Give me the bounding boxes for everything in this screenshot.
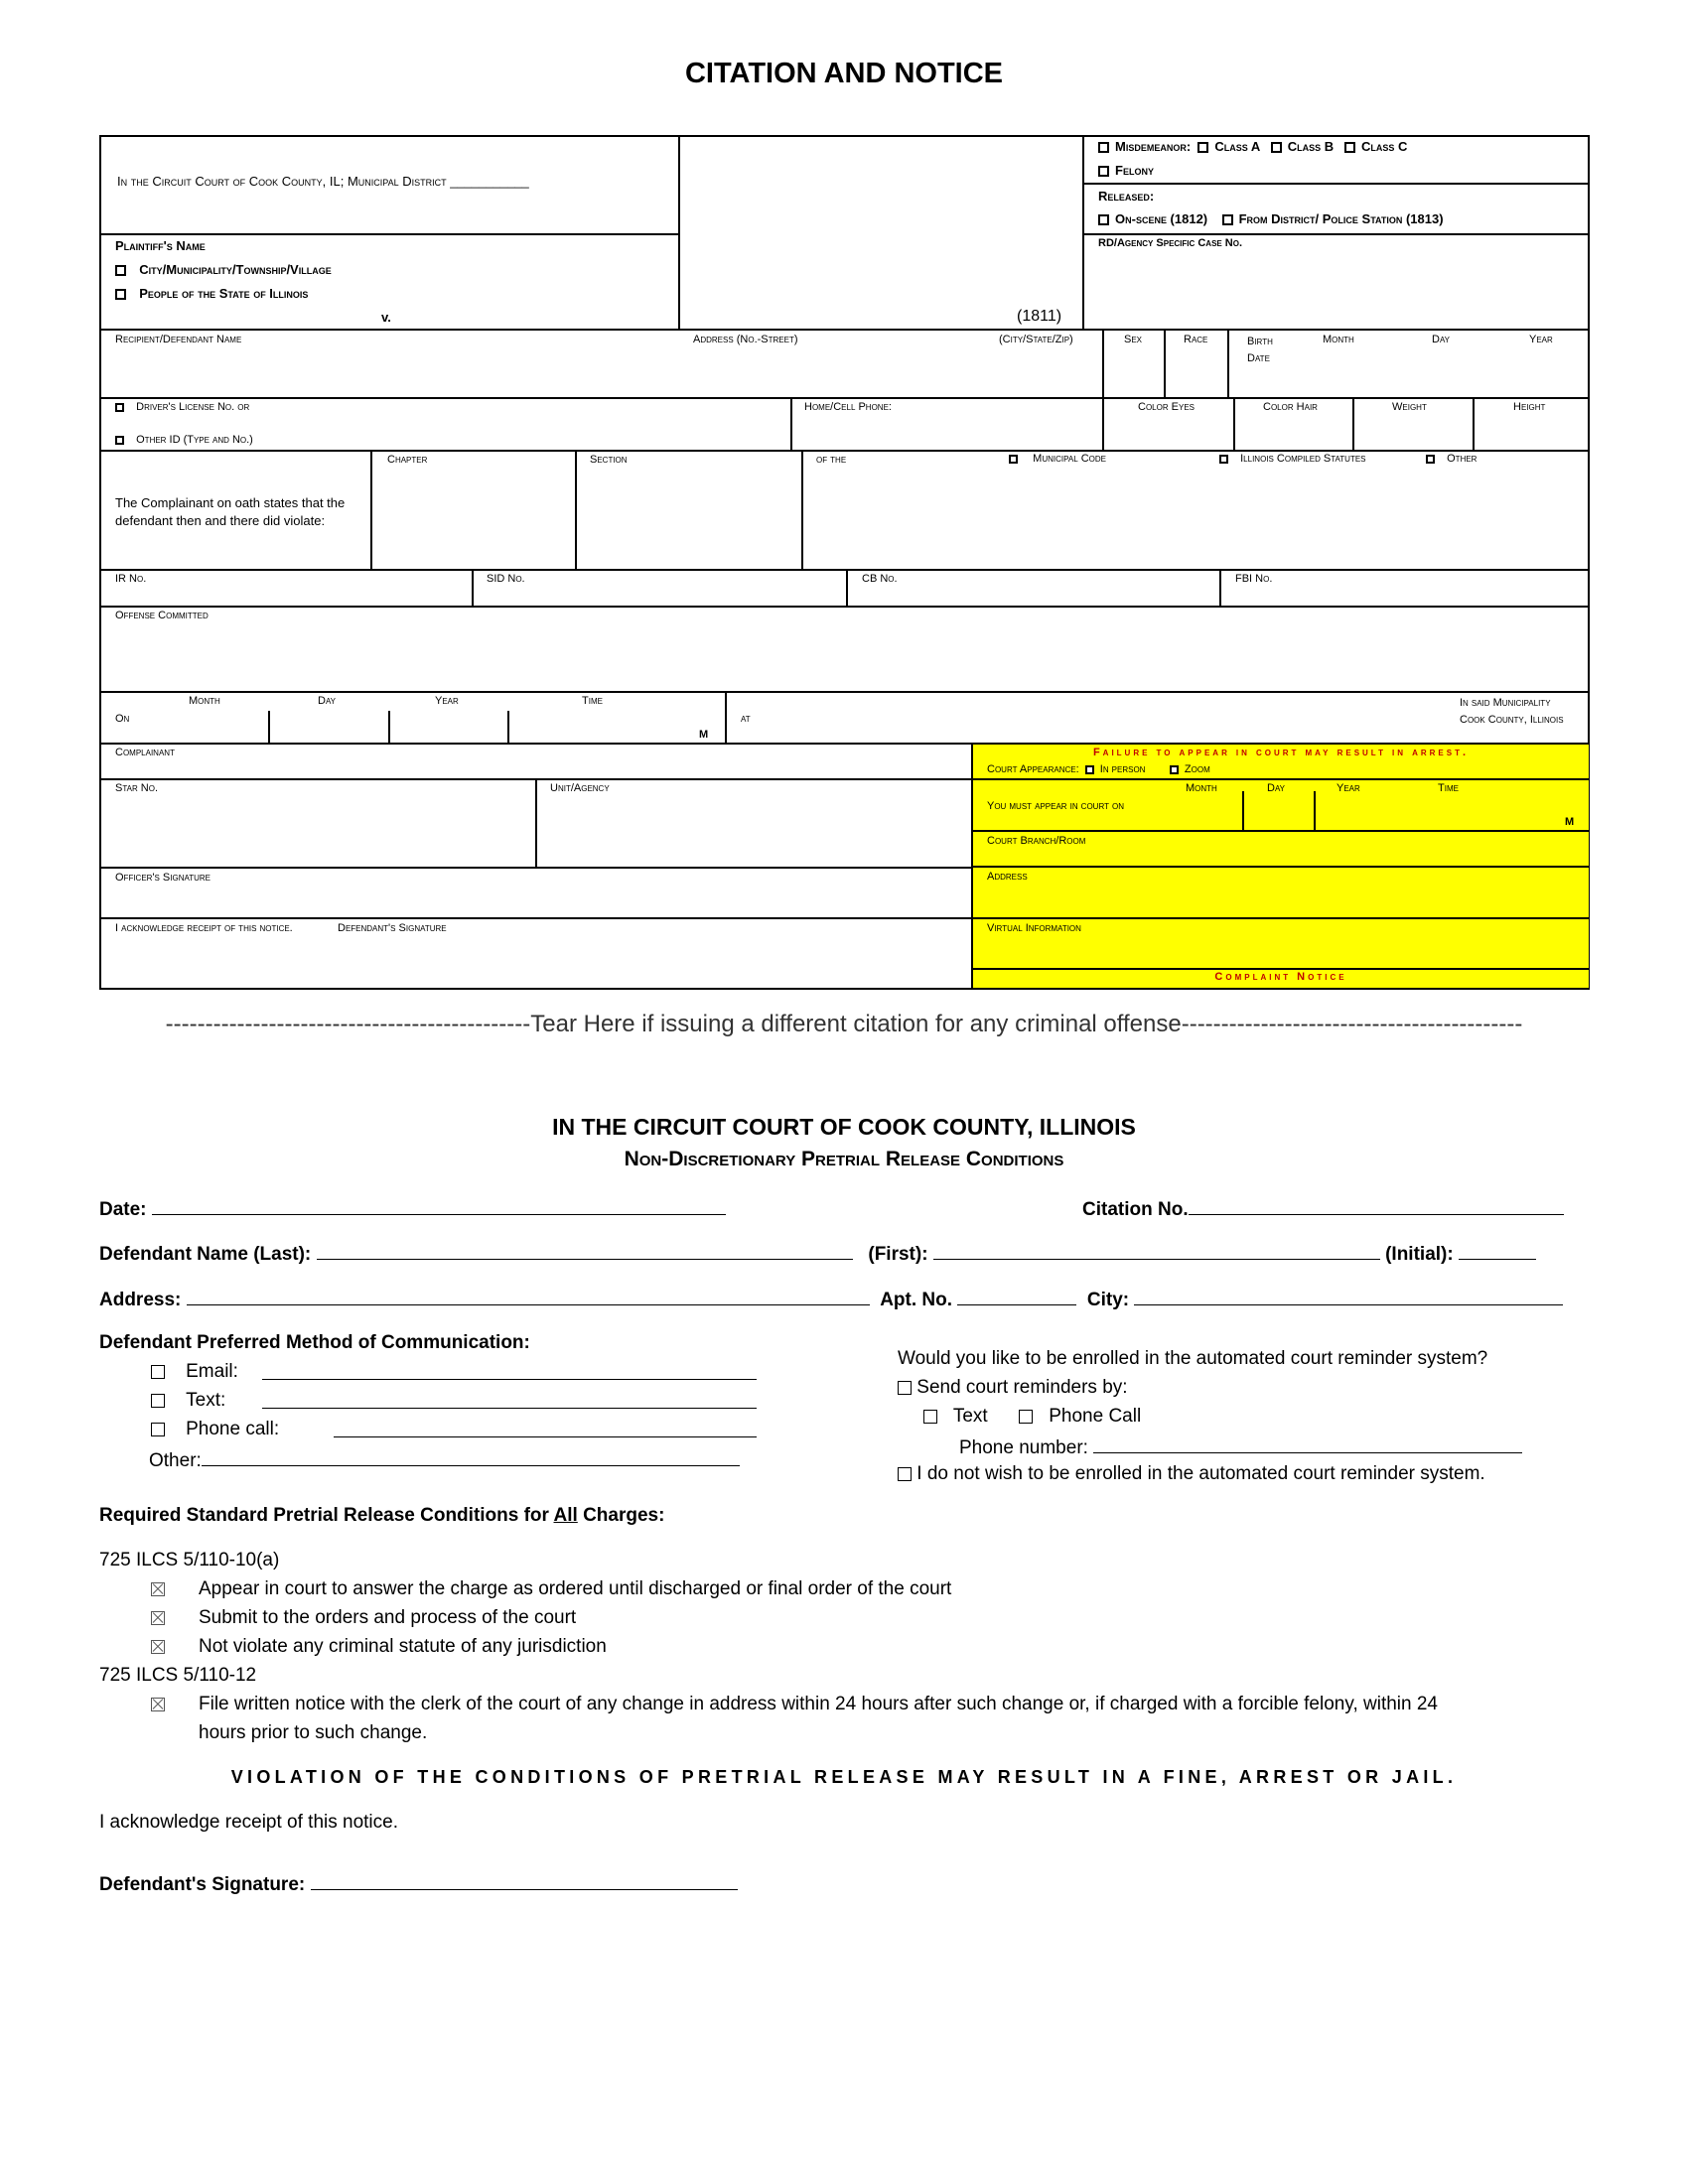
misdemeanor-label: Misdemeanor: <box>1115 139 1192 154</box>
condition-not-violate-text: Not violate any criminal statute of any jurisdiction <box>199 1636 607 1657</box>
unit-agency-label: Unit/Agency <box>550 782 610 794</box>
weight-label: Weight <box>1392 401 1427 413</box>
court-appearance-row <box>987 763 1210 775</box>
address-row <box>99 1287 1563 1311</box>
sid-no-label: SID No. <box>487 573 525 585</box>
defendant-name-row <box>99 1241 1536 1266</box>
no-enroll-label: I do not wish to be enrolled in the automated court reminder system. <box>916 1463 1485 1484</box>
initial-label: (Initial): <box>1385 1244 1454 1265</box>
condition-appear <box>151 1578 952 1600</box>
birth-day-label: Day <box>1432 334 1451 345</box>
color-eyes-label: Color Eyes <box>1138 401 1196 413</box>
cb-no-label: CB No. <box>862 573 898 585</box>
citation-no-input[interactable] <box>1189 1196 1564 1215</box>
last-name-label: Defendant Name (Last): <box>99 1244 312 1265</box>
phone-option <box>151 1419 279 1440</box>
zoom-checkbox[interactable] <box>1170 765 1179 774</box>
on-label: On <box>115 713 130 725</box>
text-option <box>151 1390 225 1412</box>
first-name-input[interactable] <box>933 1241 1380 1260</box>
class-a-checkbox[interactable] <box>1197 142 1208 153</box>
felony-label: Felony <box>1115 163 1154 178</box>
offense-label: Offense Committed <box>115 610 209 621</box>
checked-box-icon <box>151 1640 165 1654</box>
apt-no-input[interactable] <box>957 1287 1076 1305</box>
complainant-label: Complainant <box>115 747 175 758</box>
class-b-label: Class B <box>1287 139 1335 154</box>
citation-no-field <box>1082 1196 1564 1221</box>
phone-label: Phone call: <box>186 1419 280 1439</box>
address-input[interactable] <box>187 1287 870 1305</box>
send-reminders-label: Send court reminders by: <box>916 1377 1128 1398</box>
other-option <box>149 1447 740 1472</box>
ir-no-label: IR No. <box>115 573 147 585</box>
must-appear-label: You must appear in court on <box>987 800 1125 812</box>
felony-checkbox[interactable] <box>1098 166 1109 177</box>
rd-case-label: RD/Agency Specific Case No. <box>1098 237 1243 249</box>
last-name-input[interactable] <box>317 1241 853 1260</box>
appear-year-label: Year <box>1336 782 1360 794</box>
statutes-label: Illinois Compiled Statutes <box>1240 453 1366 465</box>
date-label: Date: <box>99 1199 147 1220</box>
defendant-signature-field <box>99 1871 738 1896</box>
race-label: Race <box>1184 334 1208 345</box>
city-input[interactable] <box>1134 1287 1563 1305</box>
released-label: Released: <box>1098 189 1155 204</box>
class-b-checkbox[interactable] <box>1271 142 1282 153</box>
phone-number-input[interactable] <box>1093 1434 1522 1453</box>
email-label: Email: <box>186 1361 238 1382</box>
checked-box-icon <box>151 1582 165 1596</box>
zoom-label: Zoom <box>1184 763 1210 775</box>
court-address-label: Address <box>987 871 1028 883</box>
send-reminders-option <box>898 1377 1128 1399</box>
appear-month-label: Month <box>1186 782 1217 794</box>
checked-box-icon <box>151 1698 165 1711</box>
tear-line: ----------------------------------------------Tear Here if issuing a different citation for any criminal offense------------------------------------------- <box>165 1011 1523 1037</box>
on-year-label: Year <box>435 695 459 707</box>
license-label: Driver's License No. or <box>136 401 250 413</box>
versus-label: v. <box>381 310 391 325</box>
statutes-option <box>1219 453 1366 465</box>
phone-checkbox[interactable] <box>151 1423 165 1436</box>
release-subtitle: Non-Discretionary Pretrial Release Conditions <box>624 1148 1064 1170</box>
from-district-label: From District/ Police Station (1813) <box>1238 211 1444 226</box>
checked-box-icon <box>151 1611 165 1625</box>
height-label: Height <box>1513 401 1546 413</box>
first-name-label: (First): <box>868 1244 928 1265</box>
statutes-checkbox[interactable] <box>1219 455 1228 464</box>
other-label: Other: <box>149 1450 202 1471</box>
text-input[interactable] <box>262 1390 757 1409</box>
phone-input[interactable] <box>334 1419 757 1437</box>
defendant-signature-label: Defendant's Signature <box>338 922 447 934</box>
municipal-code-checkbox[interactable] <box>1009 455 1018 464</box>
on-time-label: Time <box>582 695 603 707</box>
on-day-label: Day <box>318 695 337 707</box>
on-month-label: Month <box>189 695 220 707</box>
no-enroll-checkbox[interactable] <box>898 1467 912 1481</box>
required-heading <box>99 1505 664 1527</box>
failure-warning: Failure to appear in court may result in arrest. <box>1092 747 1470 758</box>
pref-method-heading: Defendant Preferred Method of Communication: <box>99 1332 530 1353</box>
other-id-row <box>115 434 253 446</box>
misdemeanor-row <box>1098 139 1407 154</box>
officer-signature-label: Officer's Signature <box>115 872 211 884</box>
other-code-option <box>1426 453 1477 465</box>
complaint-notice: Complaint Notice <box>1214 971 1347 983</box>
email-option <box>151 1361 238 1383</box>
required-all: All <box>553 1505 578 1526</box>
reminder-text-checkbox[interactable] <box>923 1410 937 1424</box>
at-label: at <box>741 713 751 725</box>
condition-appear-text: Appear in court to answer the charge as ordered until discharged or final order of the court <box>199 1578 952 1599</box>
acknowledge-citation: I acknowledge receipt of this notice. <box>115 922 293 934</box>
text-checkbox[interactable] <box>151 1394 165 1408</box>
plaintiff-option-people <box>115 286 308 301</box>
sex-label: Sex <box>1124 334 1143 345</box>
plaintiff-option-city <box>115 262 332 277</box>
on-scene-checkbox[interactable] <box>1098 214 1109 225</box>
apt-no-label: Apt. No. <box>880 1290 953 1310</box>
drivers-license-row <box>115 401 249 413</box>
reminder-methods <box>923 1406 1141 1428</box>
condition-submit <box>151 1607 577 1629</box>
people-checkbox[interactable] <box>115 289 126 300</box>
condition-address-change <box>151 1694 1438 1715</box>
other-code-checkbox[interactable] <box>1426 455 1435 464</box>
color-hair-label: Color Hair <box>1263 401 1318 413</box>
text-label: Text: <box>186 1390 226 1411</box>
other-code-label: Other <box>1447 453 1477 465</box>
acknowledge-release: I acknowledge receipt of this notice. <box>99 1812 399 1833</box>
from-district-checkbox[interactable] <box>1222 214 1233 225</box>
plaintiff-label: Plaintiff's Name <box>115 238 206 253</box>
reminder-question: Would you like to be enrolled in the automated court reminder system? <box>898 1348 1488 1369</box>
city-label: City/Municipality/Township/Village <box>139 262 332 277</box>
reminder-phone-label: Phone Call <box>1049 1406 1142 1427</box>
home-phone-label: Home/Cell Phone: <box>804 401 892 413</box>
citation-title: CITATION AND NOTICE <box>684 58 1004 89</box>
violation-warning: VIOLATION OF THE CONDITIONS OF PRETRIAL RELEASE MAY RESULT IN A FINE, ARREST OR JAIL. <box>230 1767 1458 1787</box>
in-person-checkbox[interactable] <box>1085 765 1094 774</box>
citation-no-label: Citation No. <box>1082 1199 1189 1220</box>
virtual-info-label: Virtual Information <box>987 922 1081 934</box>
on-scene-label: On-scene (1812) <box>1115 211 1208 226</box>
birth-date-label: Birth Date <box>1247 336 1273 364</box>
complainant-oath-text: The Complainant on oath states that the defendant then and there did violate: <box>115 495 346 528</box>
no-enroll-option <box>898 1463 1485 1485</box>
statute-110-10: 725 ILCS 5/110-10(a) <box>99 1550 280 1570</box>
required-pre: Required Standard Pretrial Release Conditions for <box>99 1505 554 1526</box>
misdemeanor-checkbox[interactable] <box>1098 142 1109 153</box>
felony-row <box>1098 163 1154 178</box>
condition-address-text-1: File written notice with the clerk of the court of any change in address within 24 hours after such change or, if charged with a forcible felony, within 24 <box>199 1694 1438 1714</box>
people-label: People of the State of Illinois <box>139 286 309 301</box>
release-options <box>1098 211 1444 226</box>
phone-number-label: Phone number: <box>959 1437 1088 1458</box>
appear-time-label: Time <box>1438 782 1459 794</box>
chapter-label: Chapter <box>387 454 428 466</box>
in-person-label: In person <box>1099 763 1146 775</box>
section-label: Section <box>590 454 628 466</box>
court-appearance-label: Court Appearance: <box>987 763 1079 775</box>
other-id-checkbox[interactable] <box>115 436 124 445</box>
other-input[interactable] <box>202 1447 740 1466</box>
condition-not-violate <box>151 1636 607 1658</box>
appear-m-label: M <box>1565 816 1575 828</box>
condition-submit-text: Submit to the orders and process of the court <box>199 1607 577 1628</box>
reminder-text-label: Text <box>952 1406 988 1427</box>
phone-number-field <box>959 1434 1522 1459</box>
of-the-label: of the <box>816 454 847 466</box>
address-label: Address: <box>99 1290 182 1310</box>
release-court-title: IN THE CIRCUIT COURT OF COOK COUNTY, ILLINOIS <box>552 1114 1136 1140</box>
license-checkbox[interactable] <box>115 403 124 412</box>
email-checkbox[interactable] <box>151 1365 165 1379</box>
city-state-zip-label: (City/State/Zip) <box>999 334 1073 345</box>
court-district-line: In the Circuit Court of Cook County, IL; Municipal District ___________ <box>117 174 529 189</box>
recipient-name-label: Recipient/Defendant Name <box>115 334 242 345</box>
class-a-label: Class A <box>1214 139 1260 154</box>
date-field <box>99 1196 726 1221</box>
star-no-label: Star No. <box>115 782 159 794</box>
fbi-no-label: FBI No. <box>1235 573 1273 585</box>
other-id-label: Other ID (Type and No.) <box>136 434 253 446</box>
city-label: City: <box>1086 1290 1130 1310</box>
class-c-checkbox[interactable] <box>1344 142 1355 153</box>
release-signature-input[interactable] <box>311 1871 738 1890</box>
initial-input[interactable] <box>1459 1241 1536 1260</box>
municipal-code-option <box>1009 453 1106 465</box>
reminder-phone-checkbox[interactable] <box>1019 1410 1033 1424</box>
city-checkbox[interactable] <box>115 265 126 276</box>
send-reminders-checkbox[interactable] <box>898 1381 912 1395</box>
code-1811: (1811) <box>1017 308 1062 325</box>
email-input[interactable] <box>262 1361 757 1380</box>
municipal-code-label: Municipal Code <box>1033 453 1106 465</box>
address-street-label: Address (No.-Street) <box>693 334 798 345</box>
statute-110-12: 725 ILCS 5/110-12 <box>99 1665 257 1686</box>
condition-address-text-2: hours prior to such change. <box>199 1722 428 1743</box>
date-input[interactable] <box>152 1196 726 1215</box>
release-signature-label: Defendant's Signature: <box>99 1874 306 1895</box>
time-m-label: M <box>699 729 709 741</box>
birth-year-label: Year <box>1529 334 1553 345</box>
class-c-label: Class C <box>1360 139 1408 154</box>
in-said-municipality: In said Municipality Cook County, Illinois <box>1460 697 1564 726</box>
court-branch-label: Court Branch/Room <box>987 835 1086 847</box>
appear-day-label: Day <box>1267 782 1286 794</box>
required-post: Charges: <box>577 1505 665 1526</box>
birth-month-label: Month <box>1323 334 1354 345</box>
